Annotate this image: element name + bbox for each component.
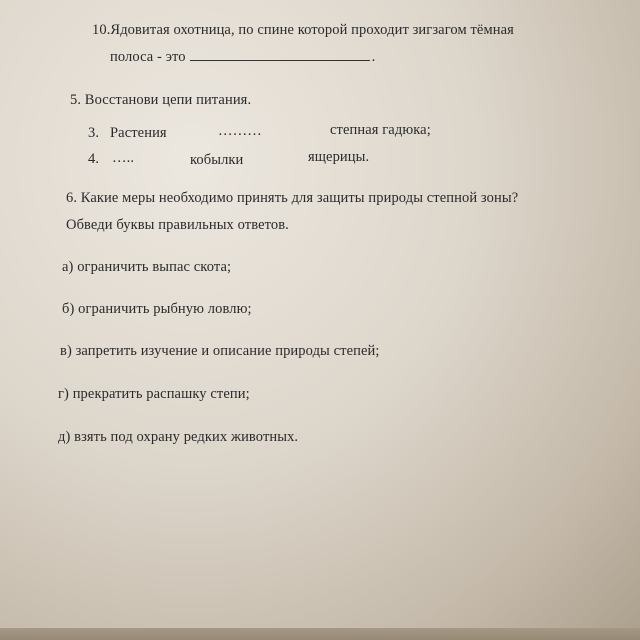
question-10-line1: 10.Ядовитая охотница, по спине которой проходит зигзагом тёмная: [92, 22, 514, 38]
chain-4-item-1: …..: [112, 150, 135, 166]
question-10-suffix: .: [371, 49, 376, 65]
chain-3-item-3: степная гадюка;: [330, 122, 431, 138]
page-bottom-edge: [0, 628, 640, 640]
chain-4-number: 4.: [88, 151, 100, 167]
answer-option-d: г) прекратить распашку степи;: [58, 386, 250, 402]
answer-blank-line: [190, 48, 370, 61]
question-6-instruction: Обведи буквы правильных ответов.: [66, 217, 289, 233]
answer-option-a: а) ограничить выпас скота;: [62, 259, 232, 275]
question-10-prefix: полоса - это: [110, 49, 186, 65]
chain-3-number: 3.: [88, 125, 100, 141]
chain-3-item-2: ………: [218, 123, 262, 139]
answer-option-c: в) запретить изучение и описание природы степей;: [60, 343, 380, 359]
chain-4-item-3: ящерицы.: [308, 149, 370, 165]
answer-option-e: д) взять под охрану редких животных.: [58, 429, 299, 445]
question-5-title: 5. Восстанови цепи питания.: [70, 92, 252, 108]
question-10-line2: [110, 48, 375, 66]
chain-3-item-1: Растения: [110, 125, 167, 141]
answer-option-b: б) ограничить рыбную ловлю;: [62, 301, 252, 317]
question-6-title: 6. Какие меры необходимо принять для защиты природы степной зоны?: [66, 190, 519, 206]
chain-4-item-2: кобылки: [190, 152, 244, 168]
